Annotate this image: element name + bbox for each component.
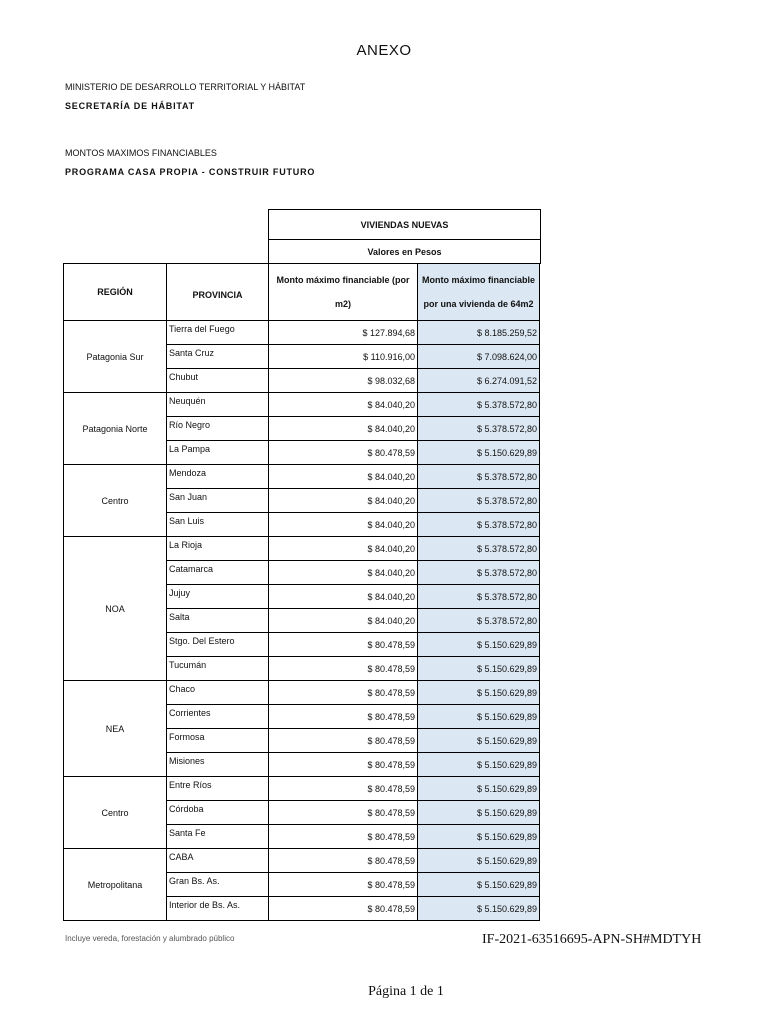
program-title: PROGRAMA CASA PROPIA - CONSTRUIR FUTURO bbox=[65, 167, 316, 177]
table-row bbox=[64, 465, 540, 489]
per-home-cell: $ 5.150.629,89 bbox=[418, 441, 540, 465]
per-m2-cell: $ 84.040,20 bbox=[269, 465, 418, 489]
per-m2-cell: $ 84.040,20 bbox=[269, 561, 418, 585]
per-home-cell: $ 5.150.629,89 bbox=[418, 705, 540, 729]
per-m2-cell: $ 80.478,59 bbox=[269, 633, 418, 657]
province-cell: Stgo. Del Estero bbox=[167, 633, 269, 657]
per-m2-cell: $ 80.478,59 bbox=[269, 897, 418, 921]
province-cell: La Pampa bbox=[167, 441, 269, 465]
region-cell: Patagonia Sur bbox=[64, 321, 167, 393]
ministry-name: MINISTERIO DE DESARROLLO TERRITORIAL Y HÁBITAT bbox=[65, 82, 306, 92]
financing-table bbox=[63, 263, 540, 921]
province-cell: CABA bbox=[167, 849, 269, 873]
table-row bbox=[64, 849, 540, 873]
province-cell: Córdoba bbox=[167, 801, 269, 825]
per-home-cell: $ 5.150.629,89 bbox=[418, 897, 540, 921]
per-home-cell: $ 5.150.629,89 bbox=[418, 825, 540, 849]
per-home-cell: $ 5.150.629,89 bbox=[418, 657, 540, 681]
table-row bbox=[64, 393, 540, 417]
per-m2-cell: $ 84.040,20 bbox=[269, 585, 418, 609]
per-home-cell: $ 5.378.572,80 bbox=[418, 537, 540, 561]
province-cell: Neuquén bbox=[167, 393, 269, 417]
per-home-cell: $ 5.150.629,89 bbox=[418, 681, 540, 705]
province-cell: Santa Fe bbox=[167, 825, 269, 849]
province-cell: San Juan bbox=[167, 489, 269, 513]
page-title: ANEXO bbox=[356, 42, 412, 59]
per-m2-cell: $ 80.478,59 bbox=[269, 441, 418, 465]
province-cell: Santa Cruz bbox=[167, 345, 269, 369]
group-header-cell: VIVIENDAS NUEVAS bbox=[269, 210, 541, 240]
per-m2-cell: $ 80.478,59 bbox=[269, 753, 418, 777]
per-home-cell: $ 6.274.091,52 bbox=[418, 369, 540, 393]
province-cell: Salta bbox=[167, 609, 269, 633]
per-home-cell: $ 5.378.572,80 bbox=[418, 393, 540, 417]
province-cell: Tierra del Fuego bbox=[167, 321, 269, 345]
region-cell: Centro bbox=[64, 777, 167, 849]
per-home-cell: $ 5.150.629,89 bbox=[418, 873, 540, 897]
per-home-cell: $ 5.378.572,80 bbox=[418, 585, 540, 609]
col-header-province: PROVINCIA bbox=[167, 264, 269, 321]
per-home-cell: $ 5.150.629,89 bbox=[418, 729, 540, 753]
col-header-region: REGIÓN bbox=[64, 264, 167, 321]
per-m2-cell: $ 84.040,20 bbox=[269, 537, 418, 561]
section-title: MONTOS MAXIMOS FINANCIABLES bbox=[65, 148, 217, 158]
per-home-cell: $ 5.150.629,89 bbox=[418, 633, 540, 657]
per-m2-cell: $ 80.478,59 bbox=[269, 825, 418, 849]
province-cell: Gran Bs. As. bbox=[167, 873, 269, 897]
region-cell: NEA bbox=[64, 681, 167, 777]
table-row bbox=[64, 321, 540, 345]
province-cell: Entre Ríos bbox=[167, 777, 269, 801]
per-home-cell: $ 5.378.572,80 bbox=[418, 465, 540, 489]
col-header-per-home: Monto máximo financiable por una vivienda de 64m2 bbox=[418, 264, 540, 321]
per-home-cell: $ 5.378.572,80 bbox=[418, 489, 540, 513]
per-m2-cell: $ 98.032,68 bbox=[269, 369, 418, 393]
secretariat-name: SECRETARÍA DE HÁBITAT bbox=[65, 101, 195, 111]
per-home-cell: $ 5.150.629,89 bbox=[418, 849, 540, 873]
per-m2-cell: $ 84.040,20 bbox=[269, 513, 418, 537]
per-m2-cell: $ 80.478,59 bbox=[269, 849, 418, 873]
footnote: Incluye vereda, forestación y alumbrado público bbox=[65, 934, 235, 943]
province-cell: Jujuy bbox=[167, 585, 269, 609]
province-cell: Río Negro bbox=[167, 417, 269, 441]
province-cell: Catamarca bbox=[167, 561, 269, 585]
per-m2-cell: $ 80.478,59 bbox=[269, 657, 418, 681]
col-header-per-m2: Monto máximo financiable (por m2) bbox=[269, 264, 418, 321]
per-m2-cell: $ 84.040,20 bbox=[269, 489, 418, 513]
province-cell: Misiones bbox=[167, 753, 269, 777]
per-m2-cell: $ 84.040,20 bbox=[269, 417, 418, 441]
per-home-cell: $ 5.150.629,89 bbox=[418, 801, 540, 825]
per-home-cell: $ 8.185.259,52 bbox=[418, 321, 540, 345]
table-header-row bbox=[64, 264, 540, 321]
per-m2-cell: $ 84.040,20 bbox=[269, 393, 418, 417]
document-id: IF-2021-63516695-APN-SH#MDTYH bbox=[482, 932, 702, 947]
table-row bbox=[64, 777, 540, 801]
province-cell: Chubut bbox=[167, 369, 269, 393]
table-group-header bbox=[268, 209, 541, 264]
subgroup-header-cell: Valores en Pesos bbox=[269, 240, 541, 264]
financing-table-body bbox=[64, 264, 540, 921]
province-cell: Mendoza bbox=[167, 465, 269, 489]
per-m2-cell: $ 110.916,00 bbox=[269, 345, 418, 369]
per-m2-cell: $ 127.894,68 bbox=[269, 321, 418, 345]
province-cell: Chaco bbox=[167, 681, 269, 705]
per-m2-cell: $ 80.478,59 bbox=[269, 681, 418, 705]
province-cell: Formosa bbox=[167, 729, 269, 753]
region-cell: Centro bbox=[64, 465, 167, 537]
per-m2-cell: $ 80.478,59 bbox=[269, 873, 418, 897]
province-cell: La Rioja bbox=[167, 537, 269, 561]
province-cell: Corrientes bbox=[167, 705, 269, 729]
table-row bbox=[64, 537, 540, 561]
table-row bbox=[64, 681, 540, 705]
per-m2-cell: $ 80.478,59 bbox=[269, 801, 418, 825]
region-cell: Metropolitana bbox=[64, 849, 167, 921]
per-home-cell: $ 7.098.624,00 bbox=[418, 345, 540, 369]
per-home-cell: $ 5.378.572,80 bbox=[418, 417, 540, 441]
per-home-cell: $ 5.378.572,80 bbox=[418, 609, 540, 633]
region-cell: NOA bbox=[64, 537, 167, 681]
per-m2-cell: $ 80.478,59 bbox=[269, 729, 418, 753]
province-cell: San Luis bbox=[167, 513, 269, 537]
province-cell: Tucumán bbox=[167, 657, 269, 681]
province-cell: Interior de Bs. As. bbox=[167, 897, 269, 921]
per-home-cell: $ 5.150.629,89 bbox=[418, 753, 540, 777]
per-home-cell: $ 5.150.629,89 bbox=[418, 777, 540, 801]
per-home-cell: $ 5.378.572,80 bbox=[418, 513, 540, 537]
region-cell: Patagonia Norte bbox=[64, 393, 167, 465]
per-m2-cell: $ 84.040,20 bbox=[269, 609, 418, 633]
per-m2-cell: $ 80.478,59 bbox=[269, 705, 418, 729]
per-m2-cell: $ 80.478,59 bbox=[269, 777, 418, 801]
per-home-cell: $ 5.378.572,80 bbox=[418, 561, 540, 585]
page-number: Página 1 de 1 bbox=[368, 984, 444, 999]
